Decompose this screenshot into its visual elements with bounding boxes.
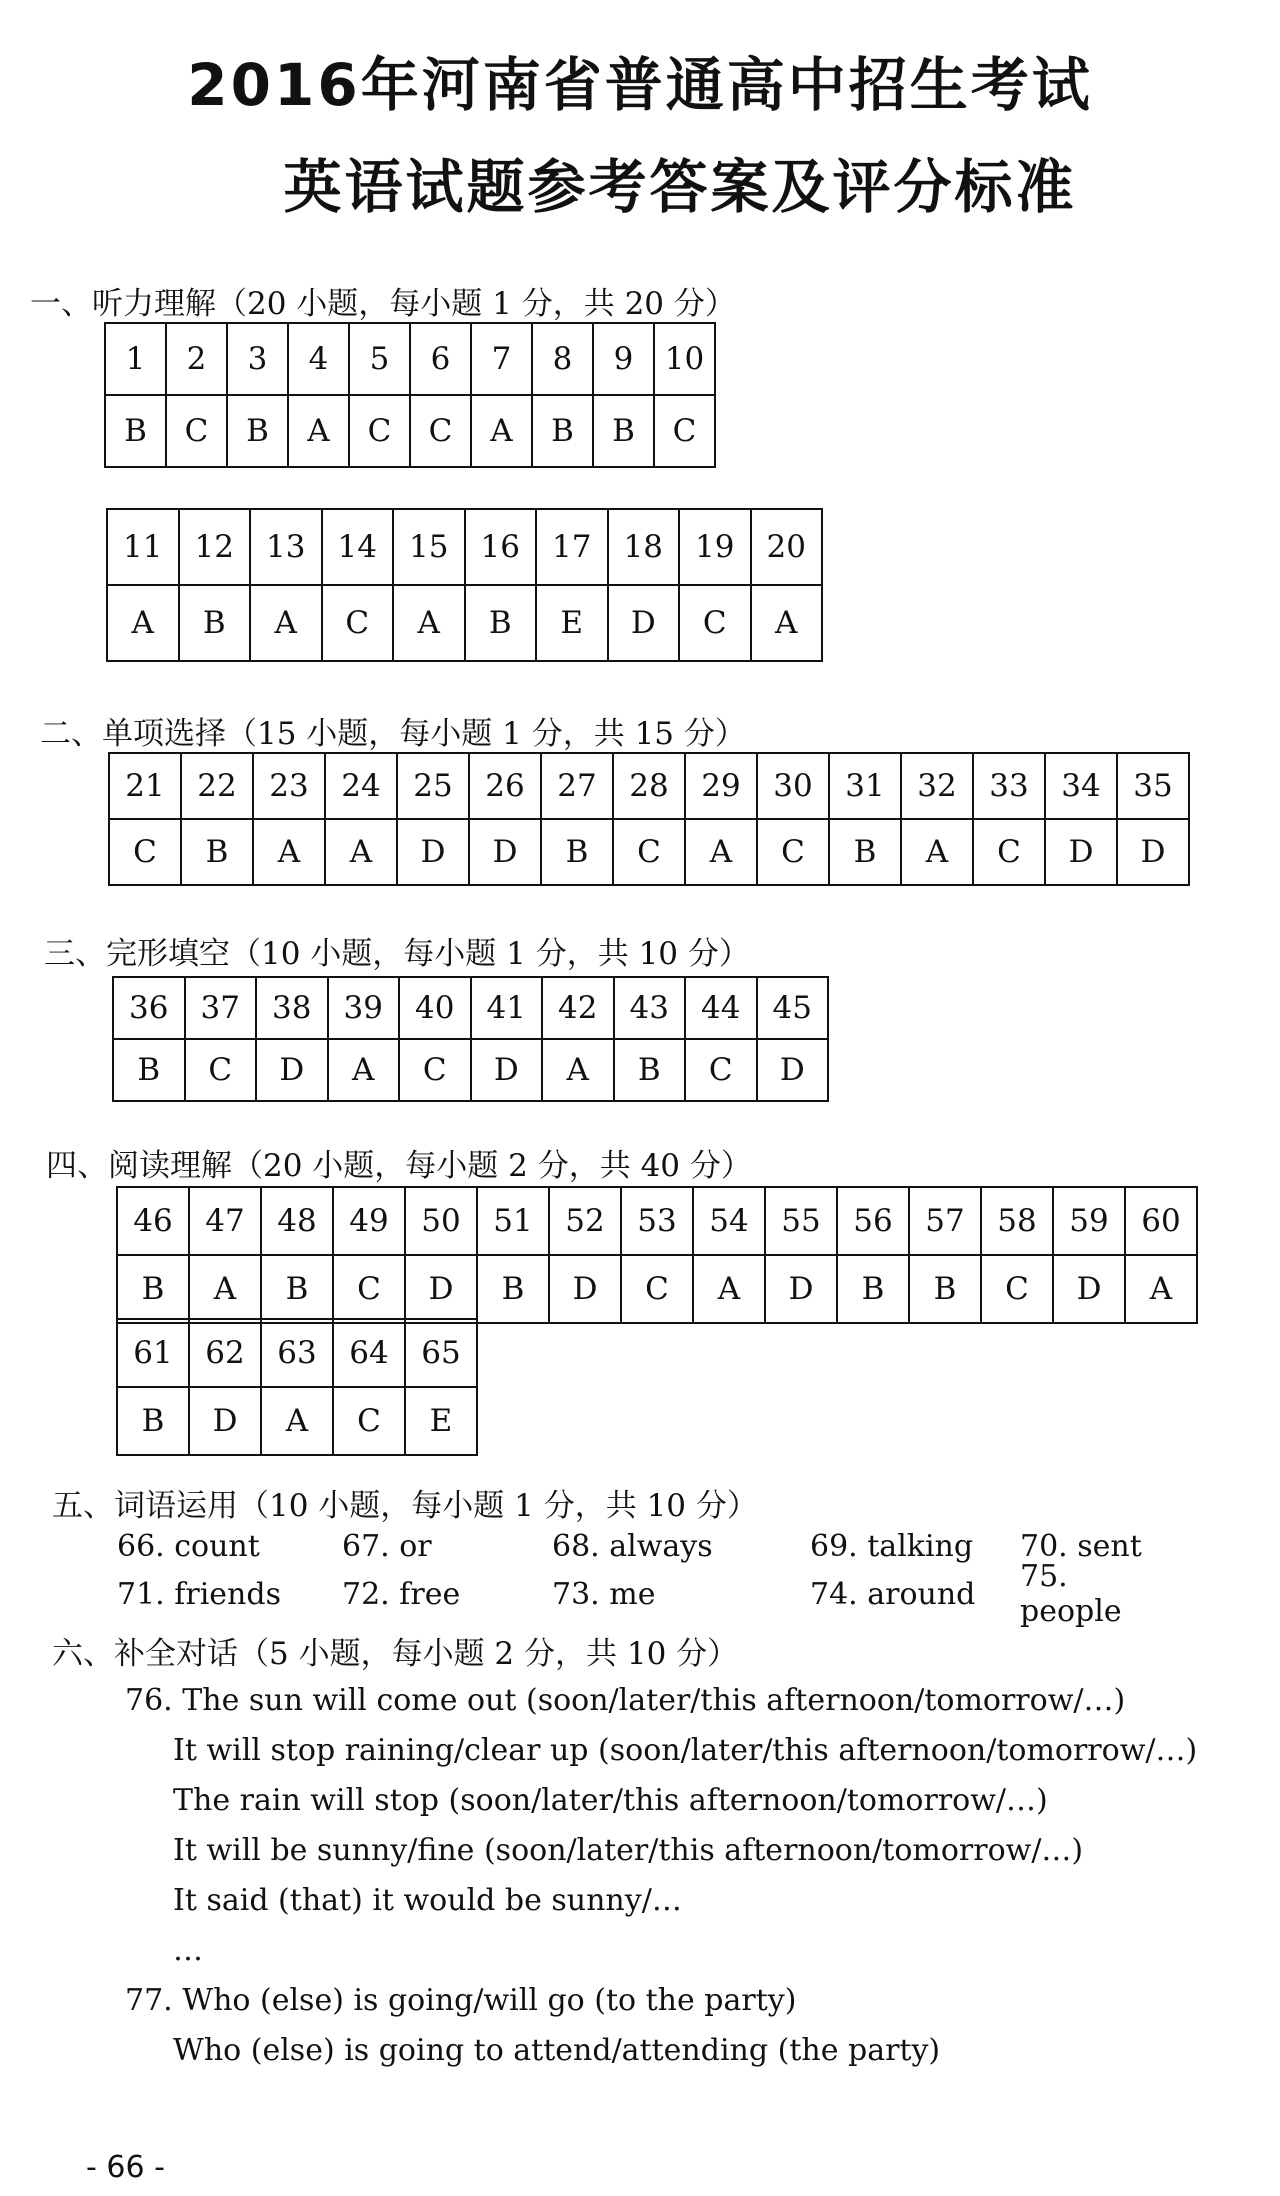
question-number-cell: 38 xyxy=(256,977,328,1039)
answer-letter-cell: C xyxy=(679,585,751,661)
question-number-cell: 1 xyxy=(105,323,166,395)
question-number-cell: 53 xyxy=(621,1187,693,1255)
word-answer: 68. always xyxy=(552,1528,713,1564)
word-answer: 70. sent xyxy=(1020,1528,1142,1564)
answer-line: 76. The sun will come out (soon/later/this afternoon/tomorrow/…) xyxy=(125,1683,1126,1718)
dialog-answers xyxy=(125,1676,1197,2076)
answer-letter-cell: C xyxy=(349,395,410,467)
question-number-cell: 47 xyxy=(189,1187,261,1255)
answer-letter-cell: D xyxy=(1117,819,1189,885)
answer-letter-cell: D xyxy=(549,1255,621,1323)
question-number-cell: 59 xyxy=(1053,1187,1125,1255)
answer-letter-cell: B xyxy=(113,1039,185,1101)
question-number-cell: 10 xyxy=(654,323,715,395)
answer-letter-cell: B xyxy=(541,819,613,885)
word-answer: 66. count xyxy=(117,1528,260,1564)
answer-row xyxy=(117,1387,477,1455)
question-number-cell: 25 xyxy=(397,753,469,819)
answer-letter-cell: A xyxy=(1125,1255,1197,1323)
answer-letter-cell: B xyxy=(179,585,251,661)
answer-line: … xyxy=(173,1933,203,1968)
answer-row xyxy=(109,819,1189,885)
answer-letter-cell: A xyxy=(685,819,757,885)
question-number-cell: 13 xyxy=(250,509,322,585)
question-number-row xyxy=(107,509,822,585)
question-number-cell: 58 xyxy=(981,1187,1053,1255)
question-number-cell: 2 xyxy=(166,323,227,395)
question-number-cell: 18 xyxy=(608,509,680,585)
question-number-cell: 20 xyxy=(751,509,823,585)
question-number-cell: 62 xyxy=(189,1319,261,1387)
answer-letter-cell: C xyxy=(185,1039,257,1101)
answer-letter-cell: B xyxy=(909,1255,981,1323)
question-number-cell: 17 xyxy=(536,509,608,585)
question-number-cell: 39 xyxy=(328,977,400,1039)
answer-letter-cell: A xyxy=(751,585,823,661)
question-number-cell: 45 xyxy=(757,977,829,1039)
answer-letter-cell: A xyxy=(471,395,532,467)
question-number-cell: 49 xyxy=(333,1187,405,1255)
question-number-cell: 36 xyxy=(113,977,185,1039)
section-heading-single-choice: 二、单项选择（15 小题，每小题 1 分，共 15 分） xyxy=(40,716,746,752)
answer-letter-cell: D xyxy=(765,1255,837,1323)
answer-line: The rain will stop (soon/later/this afternoon/tomorrow/…) xyxy=(173,1783,1048,1818)
question-number-cell: 21 xyxy=(109,753,181,819)
answer-table-11-20 xyxy=(106,508,823,662)
answer-letter-cell: B xyxy=(477,1255,549,1323)
answer-letter-cell: D xyxy=(405,1255,477,1323)
answer-letter-cell: C xyxy=(410,395,471,467)
question-number-cell: 52 xyxy=(549,1187,621,1255)
answer-letter-cell: A xyxy=(261,1387,333,1455)
question-number-cell: 54 xyxy=(693,1187,765,1255)
document-title: 2016年河南省普通高中招生考试 xyxy=(187,51,1093,119)
answer-letter-cell: B xyxy=(593,395,654,467)
question-number-cell: 5 xyxy=(349,323,410,395)
answer-letter-cell: A xyxy=(542,1039,614,1101)
answer-table-61-65 xyxy=(116,1318,478,1456)
question-number-cell: 29 xyxy=(685,753,757,819)
answer-letter-cell: C xyxy=(166,395,227,467)
answer-letter-cell: C xyxy=(621,1255,693,1323)
question-number-cell: 14 xyxy=(322,509,394,585)
answer-letter-cell: C xyxy=(757,819,829,885)
answer-letter-cell: D xyxy=(1053,1255,1125,1323)
question-number-cell: 11 xyxy=(107,509,179,585)
question-number-row xyxy=(109,753,1189,819)
answer-letter-cell: C xyxy=(685,1039,757,1101)
answer-letter-cell: A xyxy=(393,585,465,661)
question-number-cell: 34 xyxy=(1045,753,1117,819)
question-number-cell: 12 xyxy=(179,509,251,585)
answer-letter-cell: D xyxy=(757,1039,829,1101)
answer-table-46-60 xyxy=(116,1186,1198,1324)
answer-letter-cell: D xyxy=(189,1387,261,1455)
answer-line: It will stop raining/clear up (soon/later/this afternoon/tomorrow/…) xyxy=(173,1733,1198,1768)
answer-letter-cell: B xyxy=(829,819,901,885)
answer-letter-cell: B xyxy=(105,395,166,467)
question-number-cell: 3 xyxy=(227,323,288,395)
answer-letter-cell: B xyxy=(117,1255,189,1323)
question-number-cell: 28 xyxy=(613,753,685,819)
answer-line: 77. Who (else) is going/will go (to the party) xyxy=(125,1983,797,2018)
word-row xyxy=(117,1559,1177,1629)
answer-letter-cell: A xyxy=(901,819,973,885)
question-number-cell: 33 xyxy=(973,753,1045,819)
answer-row xyxy=(105,395,715,467)
answer-letter-cell: C xyxy=(613,819,685,885)
question-number-cell: 8 xyxy=(532,323,593,395)
answer-letter-cell: D xyxy=(608,585,680,661)
question-number-cell: 4 xyxy=(288,323,349,395)
question-number-cell: 65 xyxy=(405,1319,477,1387)
question-number-cell: 51 xyxy=(477,1187,549,1255)
section-heading-word-use: 五、词语运用（10 小题，每小题 1 分，共 10 分） xyxy=(52,1488,758,1524)
answer-letter-cell: D xyxy=(256,1039,328,1101)
question-number-cell: 60 xyxy=(1125,1187,1197,1255)
answer-letter-cell: D xyxy=(397,819,469,885)
answer-letter-cell: E xyxy=(536,585,608,661)
answer-letter-cell: A xyxy=(693,1255,765,1323)
question-number-cell: 35 xyxy=(1117,753,1189,819)
answer-letter-cell: E xyxy=(405,1387,477,1455)
answer-letter-cell: C xyxy=(333,1255,405,1323)
page-number: - 66 - xyxy=(86,2150,165,2185)
question-number-cell: 26 xyxy=(469,753,541,819)
answer-letter-cell: A xyxy=(189,1255,261,1323)
answer-table-21-35 xyxy=(108,752,1190,886)
answer-letter-cell: B xyxy=(614,1039,686,1101)
question-number-cell: 46 xyxy=(117,1187,189,1255)
word-use-answers xyxy=(117,1522,1177,1629)
answer-letter-cell: A xyxy=(325,819,397,885)
answer-letter-cell: C xyxy=(333,1387,405,1455)
answer-letter-cell: B xyxy=(181,819,253,885)
answer-table-1-10 xyxy=(104,322,716,468)
answer-letter-cell: D xyxy=(471,1039,543,1101)
answer-letter-cell: C xyxy=(973,819,1045,885)
question-number-cell: 27 xyxy=(541,753,613,819)
answer-row xyxy=(107,585,822,661)
word-answer: 75. people xyxy=(1020,1559,1122,1629)
question-number-row xyxy=(113,977,828,1039)
answer-table-36-45 xyxy=(112,976,829,1102)
question-number-cell: 19 xyxy=(679,509,751,585)
answer-letter-cell: C xyxy=(109,819,181,885)
question-number-cell: 50 xyxy=(405,1187,477,1255)
question-number-cell: 23 xyxy=(253,753,325,819)
question-number-cell: 41 xyxy=(471,977,543,1039)
section-heading-dialog: 六、补全对话（5 小题，每小题 2 分，共 10 分） xyxy=(52,1636,739,1672)
question-number-cell: 31 xyxy=(829,753,901,819)
question-number-cell: 64 xyxy=(333,1319,405,1387)
question-number-row xyxy=(105,323,715,395)
question-number-cell: 42 xyxy=(542,977,614,1039)
word-answer: 73. me xyxy=(552,1576,656,1612)
answer-letter-cell: C xyxy=(399,1039,471,1101)
question-number-row xyxy=(117,1319,477,1387)
question-number-cell: 43 xyxy=(614,977,686,1039)
question-number-cell: 9 xyxy=(593,323,654,395)
question-number-cell: 63 xyxy=(261,1319,333,1387)
answer-letter-cell: C xyxy=(322,585,394,661)
answer-letter-cell: A xyxy=(328,1039,400,1101)
word-row xyxy=(117,1522,1177,1570)
answer-letter-cell: A xyxy=(288,395,349,467)
answer-line: Who (else) is going to attend/attending (the party) xyxy=(173,2033,941,2068)
question-number-cell: 6 xyxy=(410,323,471,395)
question-number-cell: 30 xyxy=(757,753,829,819)
answer-letter-cell: A xyxy=(107,585,179,661)
answer-row xyxy=(117,1255,1197,1323)
answer-letter-cell: D xyxy=(469,819,541,885)
word-answer: 67. or xyxy=(342,1528,432,1564)
question-number-cell: 56 xyxy=(837,1187,909,1255)
answer-letter-cell: D xyxy=(1045,819,1117,885)
answer-line: It said (that) it would be sunny/… xyxy=(173,1883,682,1918)
question-number-cell: 32 xyxy=(901,753,973,819)
answer-letter-cell: C xyxy=(654,395,715,467)
answer-letter-cell: A xyxy=(253,819,325,885)
word-answer: 72. free xyxy=(342,1576,461,1612)
answer-letter-cell: C xyxy=(981,1255,1053,1323)
question-number-cell: 16 xyxy=(465,509,537,585)
answer-letter-cell: B xyxy=(532,395,593,467)
question-number-cell: 57 xyxy=(909,1187,981,1255)
question-number-cell: 48 xyxy=(261,1187,333,1255)
question-number-cell: 24 xyxy=(325,753,397,819)
question-number-cell: 7 xyxy=(471,323,532,395)
document-subtitle: 英语试题参考答案及评分标准 xyxy=(283,153,1077,221)
word-answer: 69. talking xyxy=(810,1528,974,1564)
section-heading-reading: 四、阅读理解（20 小题，每小题 2 分，共 40 分） xyxy=(46,1148,752,1184)
section-heading-cloze: 三、完形填空（10 小题，每小题 1 分，共 10 分） xyxy=(44,936,750,972)
question-number-cell: 44 xyxy=(685,977,757,1039)
answer-letter-cell: B xyxy=(227,395,288,467)
question-number-cell: 22 xyxy=(181,753,253,819)
answer-line: It will be sunny/fine (soon/later/this afternoon/tomorrow/…) xyxy=(173,1833,1084,1868)
word-answer: 71. friends xyxy=(117,1576,281,1612)
question-number-row xyxy=(117,1187,1197,1255)
answer-letter-cell: B xyxy=(465,585,537,661)
question-number-cell: 61 xyxy=(117,1319,189,1387)
word-answer: 74. around xyxy=(810,1576,976,1612)
answer-letter-cell: B xyxy=(117,1387,189,1455)
section-heading-listening: 一、听力理解（20 小题，每小题 1 分，共 20 分） xyxy=(30,286,736,322)
question-number-cell: 55 xyxy=(765,1187,837,1255)
answer-letter-cell: B xyxy=(837,1255,909,1323)
question-number-cell: 15 xyxy=(393,509,465,585)
question-number-cell: 37 xyxy=(185,977,257,1039)
answer-letter-cell: A xyxy=(250,585,322,661)
answer-row xyxy=(113,1039,828,1101)
answer-letter-cell: B xyxy=(261,1255,333,1323)
question-number-cell: 40 xyxy=(399,977,471,1039)
